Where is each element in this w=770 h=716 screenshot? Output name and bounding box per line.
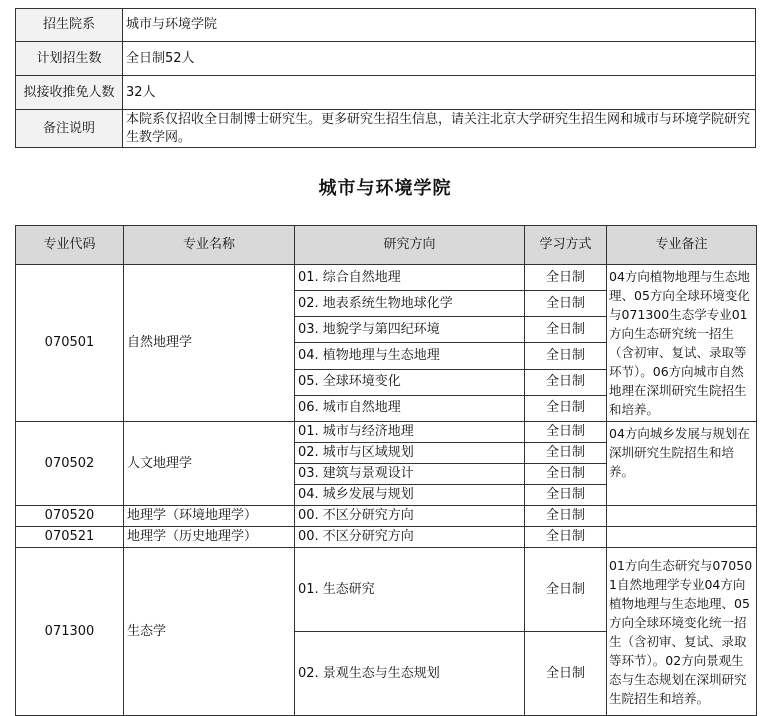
major-name: 生态学: [124, 548, 295, 716]
study-mode: 全日制: [525, 343, 607, 369]
study-mode: 全日制: [525, 464, 607, 485]
table-row: [16, 422, 757, 443]
major-note: 04方向植物地理与生态地理、05方向全球环境变化与071300生态学专业01方向生态研究统一招生（含初审、复试、录取等环节）。06方向城市自然地理在深圳研究生院招生和培养。: [607, 265, 757, 422]
info-value: 全日制52人: [123, 42, 756, 76]
direction: 04. 城乡发展与规划: [295, 485, 525, 506]
table-row: [16, 506, 757, 527]
study-mode: 全日制: [525, 485, 607, 506]
direction: 03. 地貌学与第四纪环境: [295, 317, 525, 343]
major-code: 070521: [16, 527, 124, 548]
major-code: 070501: [16, 265, 124, 422]
direction: 00. 不区分研究方向: [295, 506, 525, 527]
header-code: 专业代码: [16, 226, 124, 265]
direction: 05. 全球环境变化: [295, 369, 525, 395]
direction: 02. 地表系统生物地球化学: [295, 291, 525, 317]
study-mode: 全日制: [525, 395, 607, 421]
major-name: 人文地理学: [124, 422, 295, 506]
major-note: 04方向城乡发展与规划在深圳研究生院招生和培养。: [607, 422, 757, 506]
majors-table: [15, 225, 757, 716]
study-mode: 全日制: [525, 265, 607, 291]
direction: 02. 景观生态与生态规划: [295, 632, 525, 716]
study-mode: 全日制: [525, 369, 607, 395]
info-label: 招生院系: [16, 9, 123, 42]
info-label: 计划招生数: [16, 42, 123, 76]
major-note: 01方向生态研究与070501自然地理学专业04方向植物地理与生态地理、05方向全球环境变化统一招生（含初审、复试、录取等环节）。02方向景观生态与生态规划在深圳研究生院招生和培养。: [607, 548, 757, 716]
direction: 00. 不区分研究方向: [295, 527, 525, 548]
study-mode: 全日制: [525, 548, 607, 632]
major-note: [607, 527, 757, 548]
info-value: 本院系仅招收全日制博士研究生。更多研究生招生信息，请关注北京大学研究生招生网和城市与环境学院研究生教学网。: [123, 110, 756, 148]
table-row: [16, 265, 757, 291]
study-mode: 全日制: [525, 506, 607, 527]
info-table: [15, 8, 756, 148]
header-mode: 学习方式: [525, 226, 607, 265]
info-label: 备注说明: [16, 110, 123, 148]
major-note: [607, 506, 757, 527]
info-value: 城市与环境学院: [123, 9, 756, 42]
direction: 01. 综合自然地理: [295, 265, 525, 291]
direction: 03. 建筑与景观设计: [295, 464, 525, 485]
major-name: 自然地理学: [124, 265, 295, 422]
major-code: 070520: [16, 506, 124, 527]
direction: 01. 生态研究: [295, 548, 525, 632]
header-note: 专业备注: [607, 226, 757, 265]
direction: 01. 城市与经济地理: [295, 422, 525, 443]
study-mode: 全日制: [525, 291, 607, 317]
info-label: 拟接收推免人数: [16, 76, 123, 110]
info-value: 32人: [123, 76, 756, 110]
direction: 04. 植物地理与生态地理: [295, 343, 525, 369]
study-mode: 全日制: [525, 317, 607, 343]
major-name: 地理学（历史地理学）: [124, 527, 295, 548]
table-row: [16, 527, 757, 548]
table-row: [16, 548, 757, 632]
study-mode: 全日制: [525, 527, 607, 548]
direction: 02. 城市与区域规划: [295, 443, 525, 464]
header-direction: 研究方向: [295, 226, 525, 265]
major-name: 地理学（环境地理学）: [124, 506, 295, 527]
study-mode: 全日制: [525, 632, 607, 716]
major-code: 070502: [16, 422, 124, 506]
direction: 06. 城市自然地理: [295, 395, 525, 421]
section-title: 城市与环境学院: [318, 178, 452, 199]
header-name: 专业名称: [124, 226, 295, 265]
major-code: 071300: [16, 548, 124, 716]
study-mode: 全日制: [525, 443, 607, 464]
study-mode: 全日制: [525, 422, 607, 443]
